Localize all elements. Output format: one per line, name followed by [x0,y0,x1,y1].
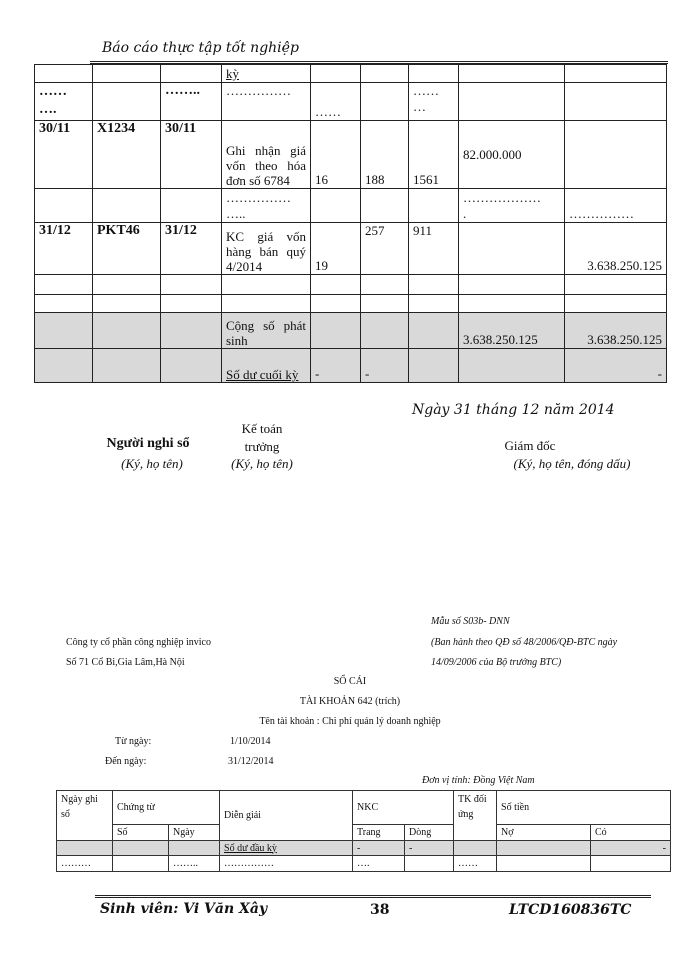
cell-vdate: 31/12 [161,223,222,275]
director-title: Giám đốc [504,438,556,453]
table-row [35,349,667,383]
cell-dots: …………… [220,856,353,872]
form-account: TÀI KHOẢN 642 (trích) [299,696,401,707]
cell-line: - [405,841,454,856]
cell-date: 31/12 [35,223,93,275]
table-row [57,841,671,856]
header-number: Số [113,825,169,841]
table-row [57,856,671,872]
table-row [57,791,671,825]
header-date: Ngày [169,825,220,841]
form-account-name: Tên tài khoản : Chi phí quản lý doanh nghiệp [259,716,441,727]
cell-credit: - [591,841,671,856]
from-label: Từ ngày: [115,736,152,747]
table-row [35,65,667,83]
cell-desc: Ghi nhận giá vốn theo hóa đơn số 6784 [222,121,311,189]
table-row [57,825,671,841]
footer-code: LTCD160836TC [509,902,632,918]
company-address: Số 71 Cổ Bi,Gia Lâm,Hà Nội [66,657,185,668]
form-title: SỔ CÁI [333,676,367,687]
header-contra: TK đối ứng [454,791,497,841]
cell-page: - [353,841,405,856]
director-note: (Ký, họ tên, đóng dấu) [513,456,631,471]
cell-line: 257 [361,223,409,275]
cell-dots: …… [454,856,497,872]
signature-date: Ngày 31 tháng 12 năm 2014 [412,402,615,418]
cell-vdate: …….. [161,83,222,121]
table-row [35,295,667,313]
header-voucher: Chứng từ [113,791,220,825]
cell-debit: ……………… . [459,189,565,223]
ledger-642-table [56,790,671,872]
cell-credit: - [565,349,667,383]
cell-desc: …………… ….. [222,189,311,223]
cell-voucher: X1234 [93,121,161,189]
cell-desc: KC giá vốn hàng bán quý 4/2014 [222,223,311,275]
cell-dots: ……… [57,856,113,872]
cell-desc: Số dư đầu kỳ [220,841,353,856]
cell-desc: Số dư cuối kỳ [222,349,311,383]
cell-dots: …. [353,856,405,872]
cell-credit: …………… [565,189,667,223]
cell-page: …… [311,83,361,121]
cell-desc: kỳ [222,65,311,83]
header-nkc: NKC [353,791,454,825]
table-row [35,223,667,275]
cell-line: 188 [361,121,409,189]
cell-credit: 3.638.250.125 [565,313,667,349]
cell-credit: 3.638.250.125 [565,223,667,275]
header-page: Trang [353,825,405,841]
cell-page: 19 [311,223,361,275]
ledger-table [34,64,667,383]
header-amount: Số tiền [497,791,671,825]
table-row [35,83,667,121]
to-value: 31/12/2014 [228,756,274,767]
cell-line: - [361,349,409,383]
cell-desc: Cộng số phát sinh [222,313,311,349]
cell-vdate: 30/11 [161,121,222,189]
header-record-date: Ngày ghi sổ [57,791,113,841]
cell-dots: …….. [169,856,220,872]
footer-student: Sinh viên: Vi Văn Xây [100,901,268,917]
form-regulation-2: 14/09/2006 của Bộ trưởng BTC) [431,657,562,668]
table-row [35,121,667,189]
cell-account: 1561 [409,121,459,189]
cell-date: 30/11 [35,121,93,189]
table-row [35,275,667,295]
recorder-note: (Ký, họ tên) [121,456,183,471]
header-desc: Diễn giải [220,791,353,841]
cell-desc: …………… [222,83,311,121]
accountant-title: Kế toán trưởng [241,421,283,454]
cell-voucher: PKT46 [93,223,161,275]
cell-account: …… … [409,83,459,121]
header-line: Dòng [405,825,454,841]
table-row [35,313,667,349]
cell-page: 16 [311,121,361,189]
company-name: Công ty cổ phần công nghiệp invico [66,637,211,648]
from-value: 1/10/2014 [230,736,271,747]
cell-page: - [311,349,361,383]
cell-debit: 3.638.250.125 [459,313,565,349]
form-regulation-1: (Ban hành theo QĐ số 48/2006/QĐ-BTC ngày [431,637,618,648]
accountant-note: (Ký, họ tên) [231,456,293,471]
to-label: Đến ngày: [105,756,147,767]
cell-account: 911 [409,223,459,275]
footer-rule [95,895,651,898]
header-title: Báo cáo thực tập tốt nghiệp [102,40,299,56]
cell-date: …… …. [35,83,93,121]
table-row [35,189,667,223]
recorder-title: Người nghi sổ [106,436,190,451]
header-credit: Có [591,825,671,841]
header-debit: Nợ [497,825,591,841]
form-template: Mẫu số S03b- DNN [431,616,510,627]
footer-page-number: 38 [370,902,390,918]
cell-debit: 82.000.000 [459,121,565,189]
unit-label: Đơn vị tính: Đồng Việt Nam [422,775,535,786]
